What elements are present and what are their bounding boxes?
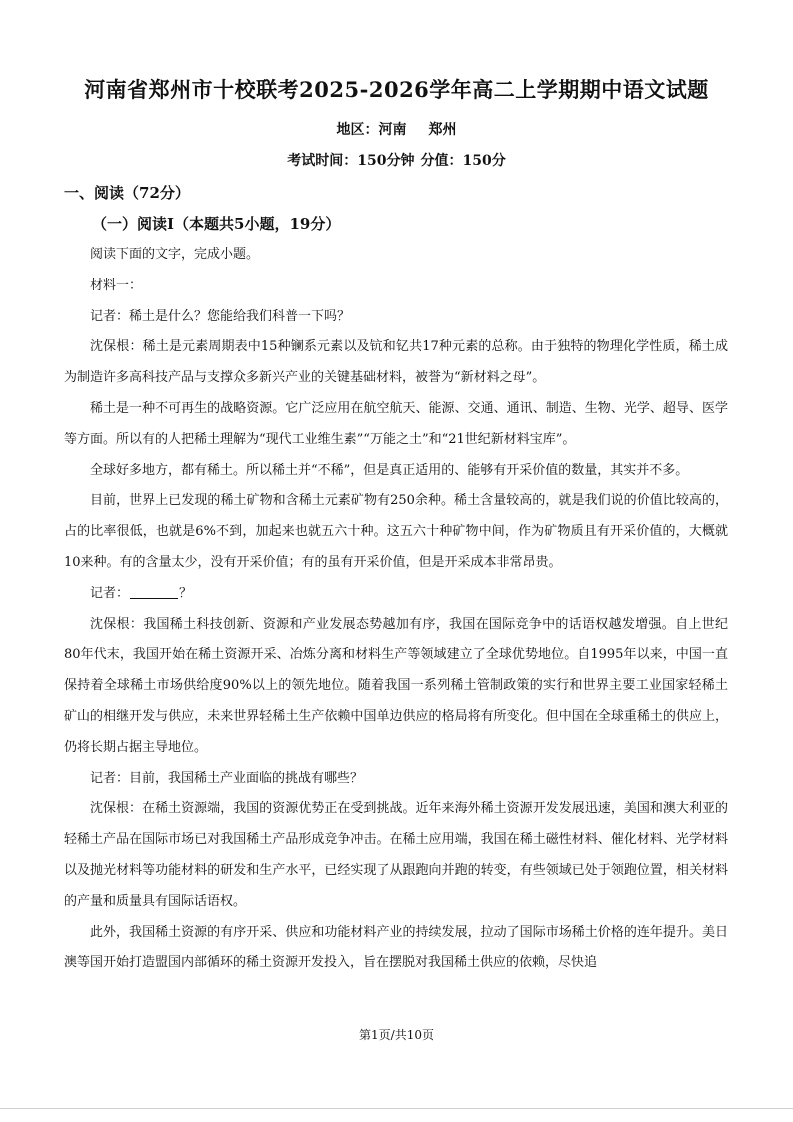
reporter-question-1: 记者：稀土是什么？您能给我们科普一下吗？ [90,308,351,324]
question-prefix: 记者： [90,585,130,601]
fill-in-blank [130,584,178,599]
region-label: 地区：河南 [336,122,407,138]
answer-paragraph-5: 沈保根：我国稀土科技创新、资源和产业发展态势越加有序，我国在国际竞争中的话语权越发增强。自上世纪80年代末，我国开始在稀土资源开采、冶炼分离和材料生产等领域建立了全球优势地位。自1995年以来，中国一直保持着全球稀土市场供给度90%以上的领先地位。随着我国一系列稀土管制政策的实行和世界主要工业国家轻稀土矿山的相继开发与供应，未来世界轻稀土生产依赖中国单边供应的格局将有所变化。但中国在全球重稀土的供应上，仍将长期占据主导地位。 [64,616,728,755]
material-label: 材料一： [90,277,143,293]
region-line [0,119,793,139]
answer-paragraph-4: 目前，世界上已发现的稀土矿物和含稀土元素矿物有250余种。稀土含量较高的，就是我们说的价值比较高的，占的比率很低，也就是6%不到，加起来也就五六十种。这五六十种矿物中间，作为矿物质且有开采价值的，大概就10来种。有的含量太少，没有开采价值；有的虽有开采价值，但是开采成本非常昂贵。 [64,493,728,570]
page-divider [0,1108,793,1109]
reading-passage [64,240,728,979]
answer-paragraph-1: 沈保根：稀土是元素周期表中15种镧系元素以及钪和钇共17种元素的总称。由于独特的物理化学性质，稀土成为制造许多高科技产品与支撑众多新兴产业的关键基础材料，被誉为“新材料之母”。 [64,339,728,386]
answer-paragraph-2: 稀土是一种不可再生的战略资源。它广泛应用在航空航天、能源、交通、通讯、制造、生物、光学、超导、医学等方面。所以有的人把稀土理解为“现代工业维生素”“万能之土”和“21世纪新材料宝库”。 [64,400,728,447]
page-number: 第1页/共10页 [359,1028,434,1042]
exam-title: 河南省郑州市十校联考2025-2026学年高二上学期期中语文试题 [84,77,709,102]
answer-paragraph-3: 全球好多地方，都有稀土。所以稀土并“不稀”，但是真正适用的、能够有开采价值的数量，其实并不多。 [90,462,689,478]
region-city: 郑州 [428,122,457,138]
reporter-question-2 [64,579,728,610]
instruction-paragraph: 阅读下面的文字，完成小题。 [90,247,260,262]
answer-paragraph-7: 此外，我国稀土资源的有序开采、供应和功能材料产业的持续发展，拉动了国际市场稀土价格的连年提升。美日澳等国开始打造盟国内部循环的稀土资源开发投入，旨在摆脱对我国稀土供应的依赖，尽快追 [64,924,728,971]
section-heading: 一、阅读（72分） [64,184,190,202]
subsection-heading: （一）阅读Ⅰ（本题共5小题，19分） [92,215,341,233]
question-suffix: ？ [179,585,193,601]
reporter-question-3: 记者：目前，我国稀土产业面临的挑战有哪些？ [90,770,364,786]
answer-paragraph-6: 沈保根：在稀土资源端，我国的资源优势正在受到挑战。近年来海外稀土资源开发发展迅速，美国和澳大利亚的轻稀土产品在国际市场已对我国稀土产品形成竞争冲击。在稀土应用端，我国在稀土磁性材料、催化材料、光学材料以及抛光材料等功能材料的研发和生产水平，已经实现了从跟跑向并跑的转变，有些领域已处于领跑位置，相关材料的产量和质量具有国际话语权。 [64,801,728,909]
exam-score: 分值：150分 [420,153,506,169]
exam-time: 考试时间：150分钟 [287,153,415,169]
exam-info-line [0,150,793,170]
